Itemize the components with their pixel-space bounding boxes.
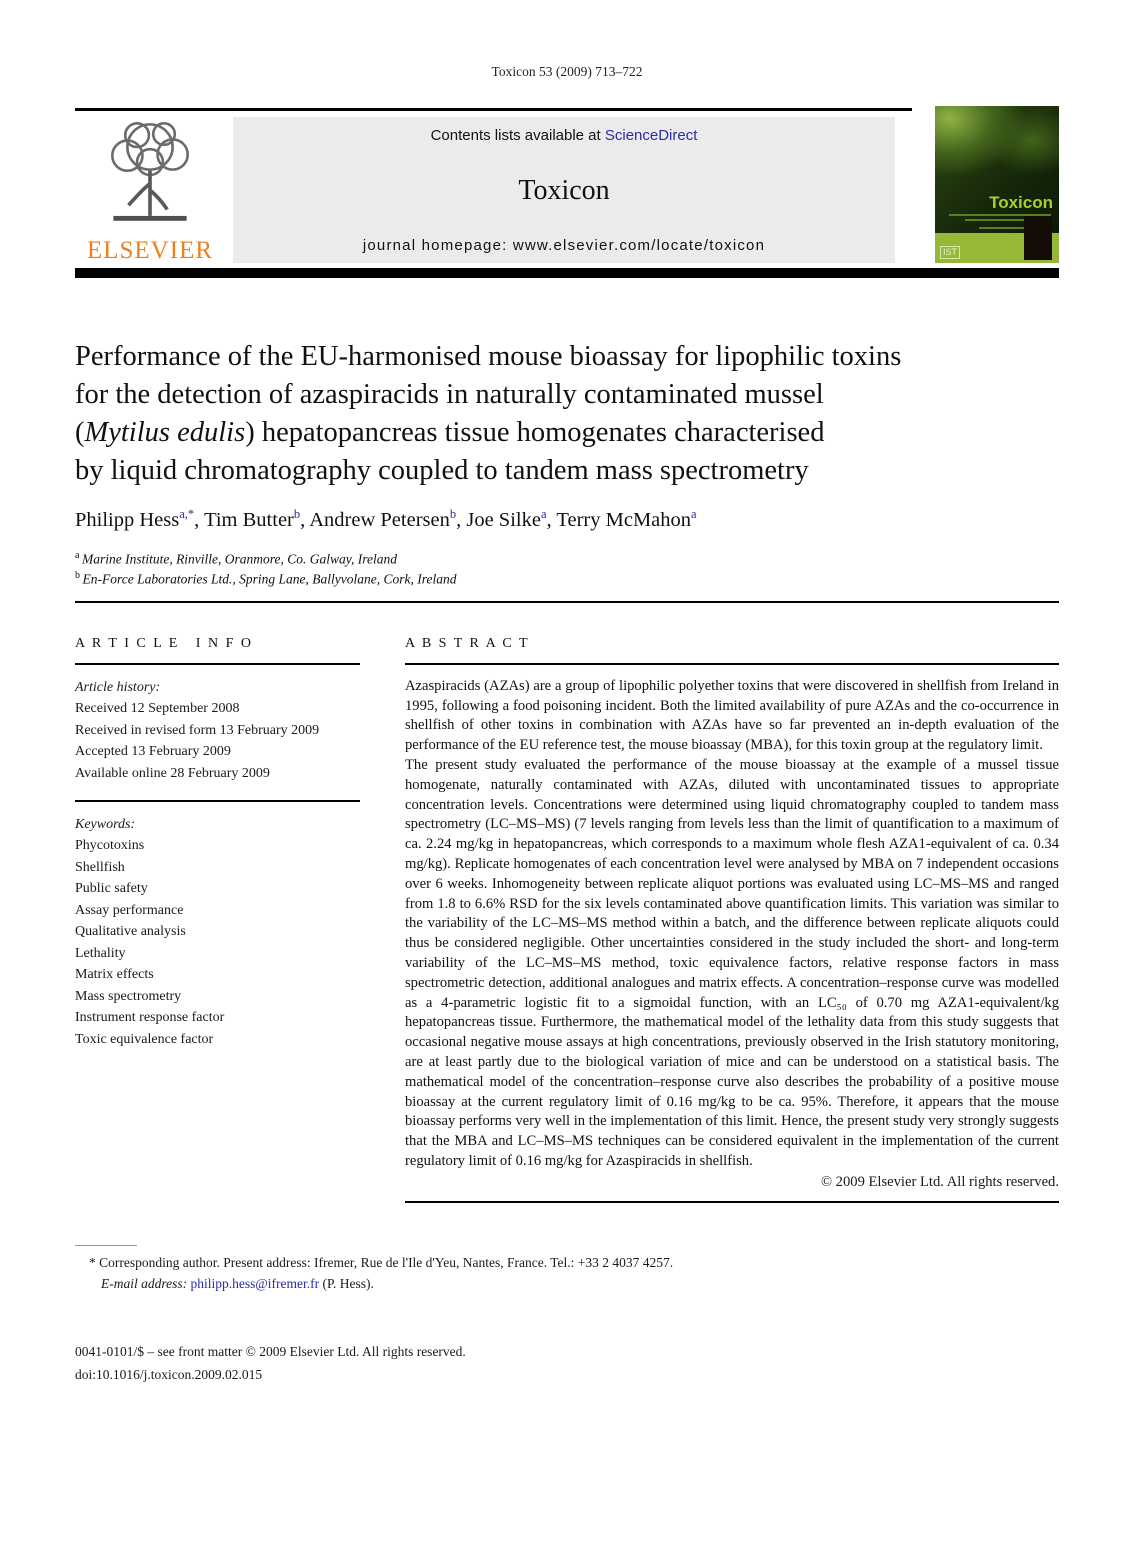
email-label: E-mail address: bbox=[101, 1275, 191, 1291]
abstract-text bbox=[405, 677, 1059, 1172]
article-title-line: (Mytilus edulis) hepatopancreas tissue homogenates characterised bbox=[75, 417, 825, 448]
journal-header bbox=[75, 108, 1059, 278]
page-header-citation: Toxicon 53 (2009) 713–722 bbox=[491, 64, 643, 79]
affiliation: $^b$ En-Force Laboratories Ltd., Spring Lane, Ballyvolane, Cork, Ireland bbox=[75, 570, 457, 587]
author-affiliation-sup: b bbox=[449, 507, 457, 521]
abstract-paragraph: Azaspiracids (AZAs) are a group of lipophilic polyether toxins that were discovered in shellfish from Ireland in 1995, following a food poisoning incident. Both the limited availability of pure AZAs and the co-occurrence in shellfish of other toxins in combination with AZAs have so far prevented an in-depth evaluation of the performance of the EU reference test, the mouse bioassay (MBA), for this toxin group at the regulatory limit. bbox=[405, 677, 1059, 754]
contents-line bbox=[239, 127, 889, 144]
keyword: Shellfish bbox=[75, 859, 125, 875]
email-suffix: (P. Hess). bbox=[319, 1275, 374, 1291]
journal-homepage-line[interactable]: journal homepage: www.elsevier.com/locate/toxicon bbox=[362, 237, 766, 254]
keyword: Instrument response factor bbox=[75, 1010, 225, 1026]
corresponding-author-note: * Corresponding author. Present address: Ifremer, Rue de l'Ile d'Yeu, Nantes, France. Tel.: +33 2 4037 4257. bbox=[89, 1254, 674, 1270]
cover-title: Toxicon bbox=[989, 193, 1053, 212]
footnote-divider bbox=[75, 1245, 137, 1246]
author-affiliation-sup: a bbox=[691, 507, 697, 521]
keyword: Toxic equivalence factor bbox=[75, 1031, 214, 1047]
author-affiliation-sup: a,* bbox=[179, 507, 195, 521]
doi-line: doi:10.1016/j.toxicon.2009.02.015 bbox=[75, 1366, 263, 1382]
issn-line: 0041-0101/$ – see front matter © 2009 Elsevier Ltd. All rights reserved. bbox=[75, 1343, 466, 1359]
keyword: Phycotoxins bbox=[75, 838, 145, 854]
section-divider-rule bbox=[75, 601, 1059, 604]
article-title-line: for the detection of azaspiracids in naturally contaminated mussel bbox=[75, 379, 824, 410]
author: Terry McMahon$^a$ bbox=[556, 507, 697, 531]
header-bottom-bar bbox=[75, 268, 1059, 278]
abstract-bottom-rule bbox=[405, 1201, 1059, 1203]
keywords-block bbox=[75, 814, 360, 1051]
abstract-column bbox=[405, 636, 1059, 1202]
history-item: Available online 28 February 2009 bbox=[75, 765, 270, 781]
keywords-label: Keywords: bbox=[75, 816, 136, 832]
sciencedirect-link[interactable]: ScienceDirect bbox=[604, 127, 698, 144]
affiliations bbox=[75, 547, 1059, 588]
cover-inset-image bbox=[1024, 216, 1052, 260]
author-list bbox=[75, 507, 1059, 532]
article-title-line: Performance of the EU-harmonised mouse bioassay for lipophilic toxins bbox=[75, 341, 902, 372]
article-history bbox=[75, 677, 360, 785]
article-title-line: by liquid chromatography coupled to tandem mass spectrometry bbox=[75, 455, 809, 486]
affiliation: $^a$ Marine Institute, Rinville, Oranmore, Co. Galway, Ireland bbox=[75, 549, 398, 567]
keyword: Matrix effects bbox=[75, 967, 154, 983]
history-item: Accepted 13 February 2009 bbox=[75, 744, 231, 760]
footnote-asterisk: * bbox=[89, 1254, 96, 1270]
article-info-rule bbox=[75, 663, 360, 665]
history-item: Received in revised form 13 February 2009 bbox=[75, 722, 320, 738]
article-info-heading: A R T I C L E I N F O bbox=[75, 636, 253, 652]
cover-ist-badge: IST bbox=[940, 246, 960, 259]
journal-cover-thumbnail bbox=[935, 106, 1059, 263]
header-top-rule bbox=[75, 108, 912, 111]
author-affiliation-sup: a bbox=[540, 507, 547, 521]
keyword: Lethality bbox=[75, 945, 126, 961]
author: Tim Butter$^b$, bbox=[204, 507, 310, 531]
elsevier-tree-icon bbox=[91, 119, 209, 231]
email-link[interactable]: philipp.hess@ifremer.fr bbox=[190, 1275, 320, 1291]
keyword: Public safety bbox=[75, 881, 148, 897]
author: Andrew Petersen$^b$, bbox=[309, 507, 467, 531]
keyword: Mass spectrometry bbox=[75, 988, 182, 1004]
elsevier-wordmark: ELSEVIER bbox=[86, 237, 214, 264]
author-affiliation-sup: b bbox=[293, 507, 301, 521]
journal-banner bbox=[233, 117, 895, 263]
keyword: Assay performance bbox=[75, 902, 184, 918]
footnotes bbox=[75, 1245, 1059, 1386]
elsevier-logo bbox=[75, 117, 225, 263]
author: Philipp Hess$^{a,*}$, bbox=[75, 507, 205, 531]
keywords-rule bbox=[75, 800, 360, 802]
contents-prefix: Contents lists available at bbox=[430, 127, 605, 144]
email-note bbox=[75, 1276, 1059, 1292]
article-history-label: Article history: bbox=[75, 679, 161, 695]
abstract-rule bbox=[405, 663, 1059, 665]
species-name-italic: Mytilus edulis bbox=[84, 417, 246, 448]
abstract-paragraph: The present study evaluated the performance of the mouse bioassay at the example of a mussel tissue homogenate, naturally contaminated with AZAs, diluted with uncontaminated tissues to appropriate concentration levels. Concentrations were determined using liquid chromatography coupled to tandem mass spectrometry (LC–MS–MS) (7 levels ranging from levels less than the limit of quantification to a maximum of ca. 2.24 mg/kg in hepatopancreas, which corresponds to a maximum whole flesh AZA1-equivalent of ca. 0.34 mg/kg). Replicate homogenates of each concentration level were analysed by MBA on 7 independent occasions over 6 weeks. Inhomogeneity between replicate aliquot portions was evaluated using LC–MS–MS and ranged from 1.8 to 6.6% RSD for the six levels contaminated above quantification limits. This variation was similar to the variability of the LC–MS–MS method within a batch, and the difference between replicate aliquots could thus be considered negligible. Other uncertainties considered in the study included the short- and long-term variability of the LC–MS–MS method, toxic equivalence factors, relative response factors in mass spectrometric detection, additional analogues and matrix effects. A concentration–response curve was modelled as a 4-parametric logistic fit to a sigmoidal function, with an LC₅₀ of 0.70 mg AZA1-equivalent/kg hepatopancreas tissue. Furthermore, the mathematical model of the lethality data from this study suggests that occasional negative mouse assays at high concentrations, previously observed in the Irish statutory monitoring, are at least partly due to the biological variation of mice and can be understood on a statistical basis. The mathematical model of the concentration–response curve also describes the probability of a positive mouse bioassay at the current regulatory limit of 0.16 mg/kg to be ca. 95%. Therefore, it appears that the mouse bioassay performs very well in the implementation of this limit. Hence, the present study very strongly suggests that the MBA and LC–MS–MS techniques can be considered equivalent in the implementation of the current regulatory limit of 0.16 mg/kg for Azaspiracids in shellfish. bbox=[405, 757, 1059, 1169]
article-info-column bbox=[75, 636, 360, 1202]
keyword: Qualitative analysis bbox=[75, 924, 186, 940]
history-item: Received 12 September 2008 bbox=[75, 701, 240, 717]
publisher-info bbox=[75, 1340, 1059, 1386]
abstract-copyright: © 2009 Elsevier Ltd. All rights reserved. bbox=[820, 1173, 1059, 1190]
abstract-heading: A B S T R A C T bbox=[405, 636, 530, 652]
author: Joe Silke$^a$, bbox=[466, 507, 557, 531]
article-title bbox=[75, 338, 1059, 490]
banner-journal-title: Toxicon bbox=[518, 174, 610, 206]
